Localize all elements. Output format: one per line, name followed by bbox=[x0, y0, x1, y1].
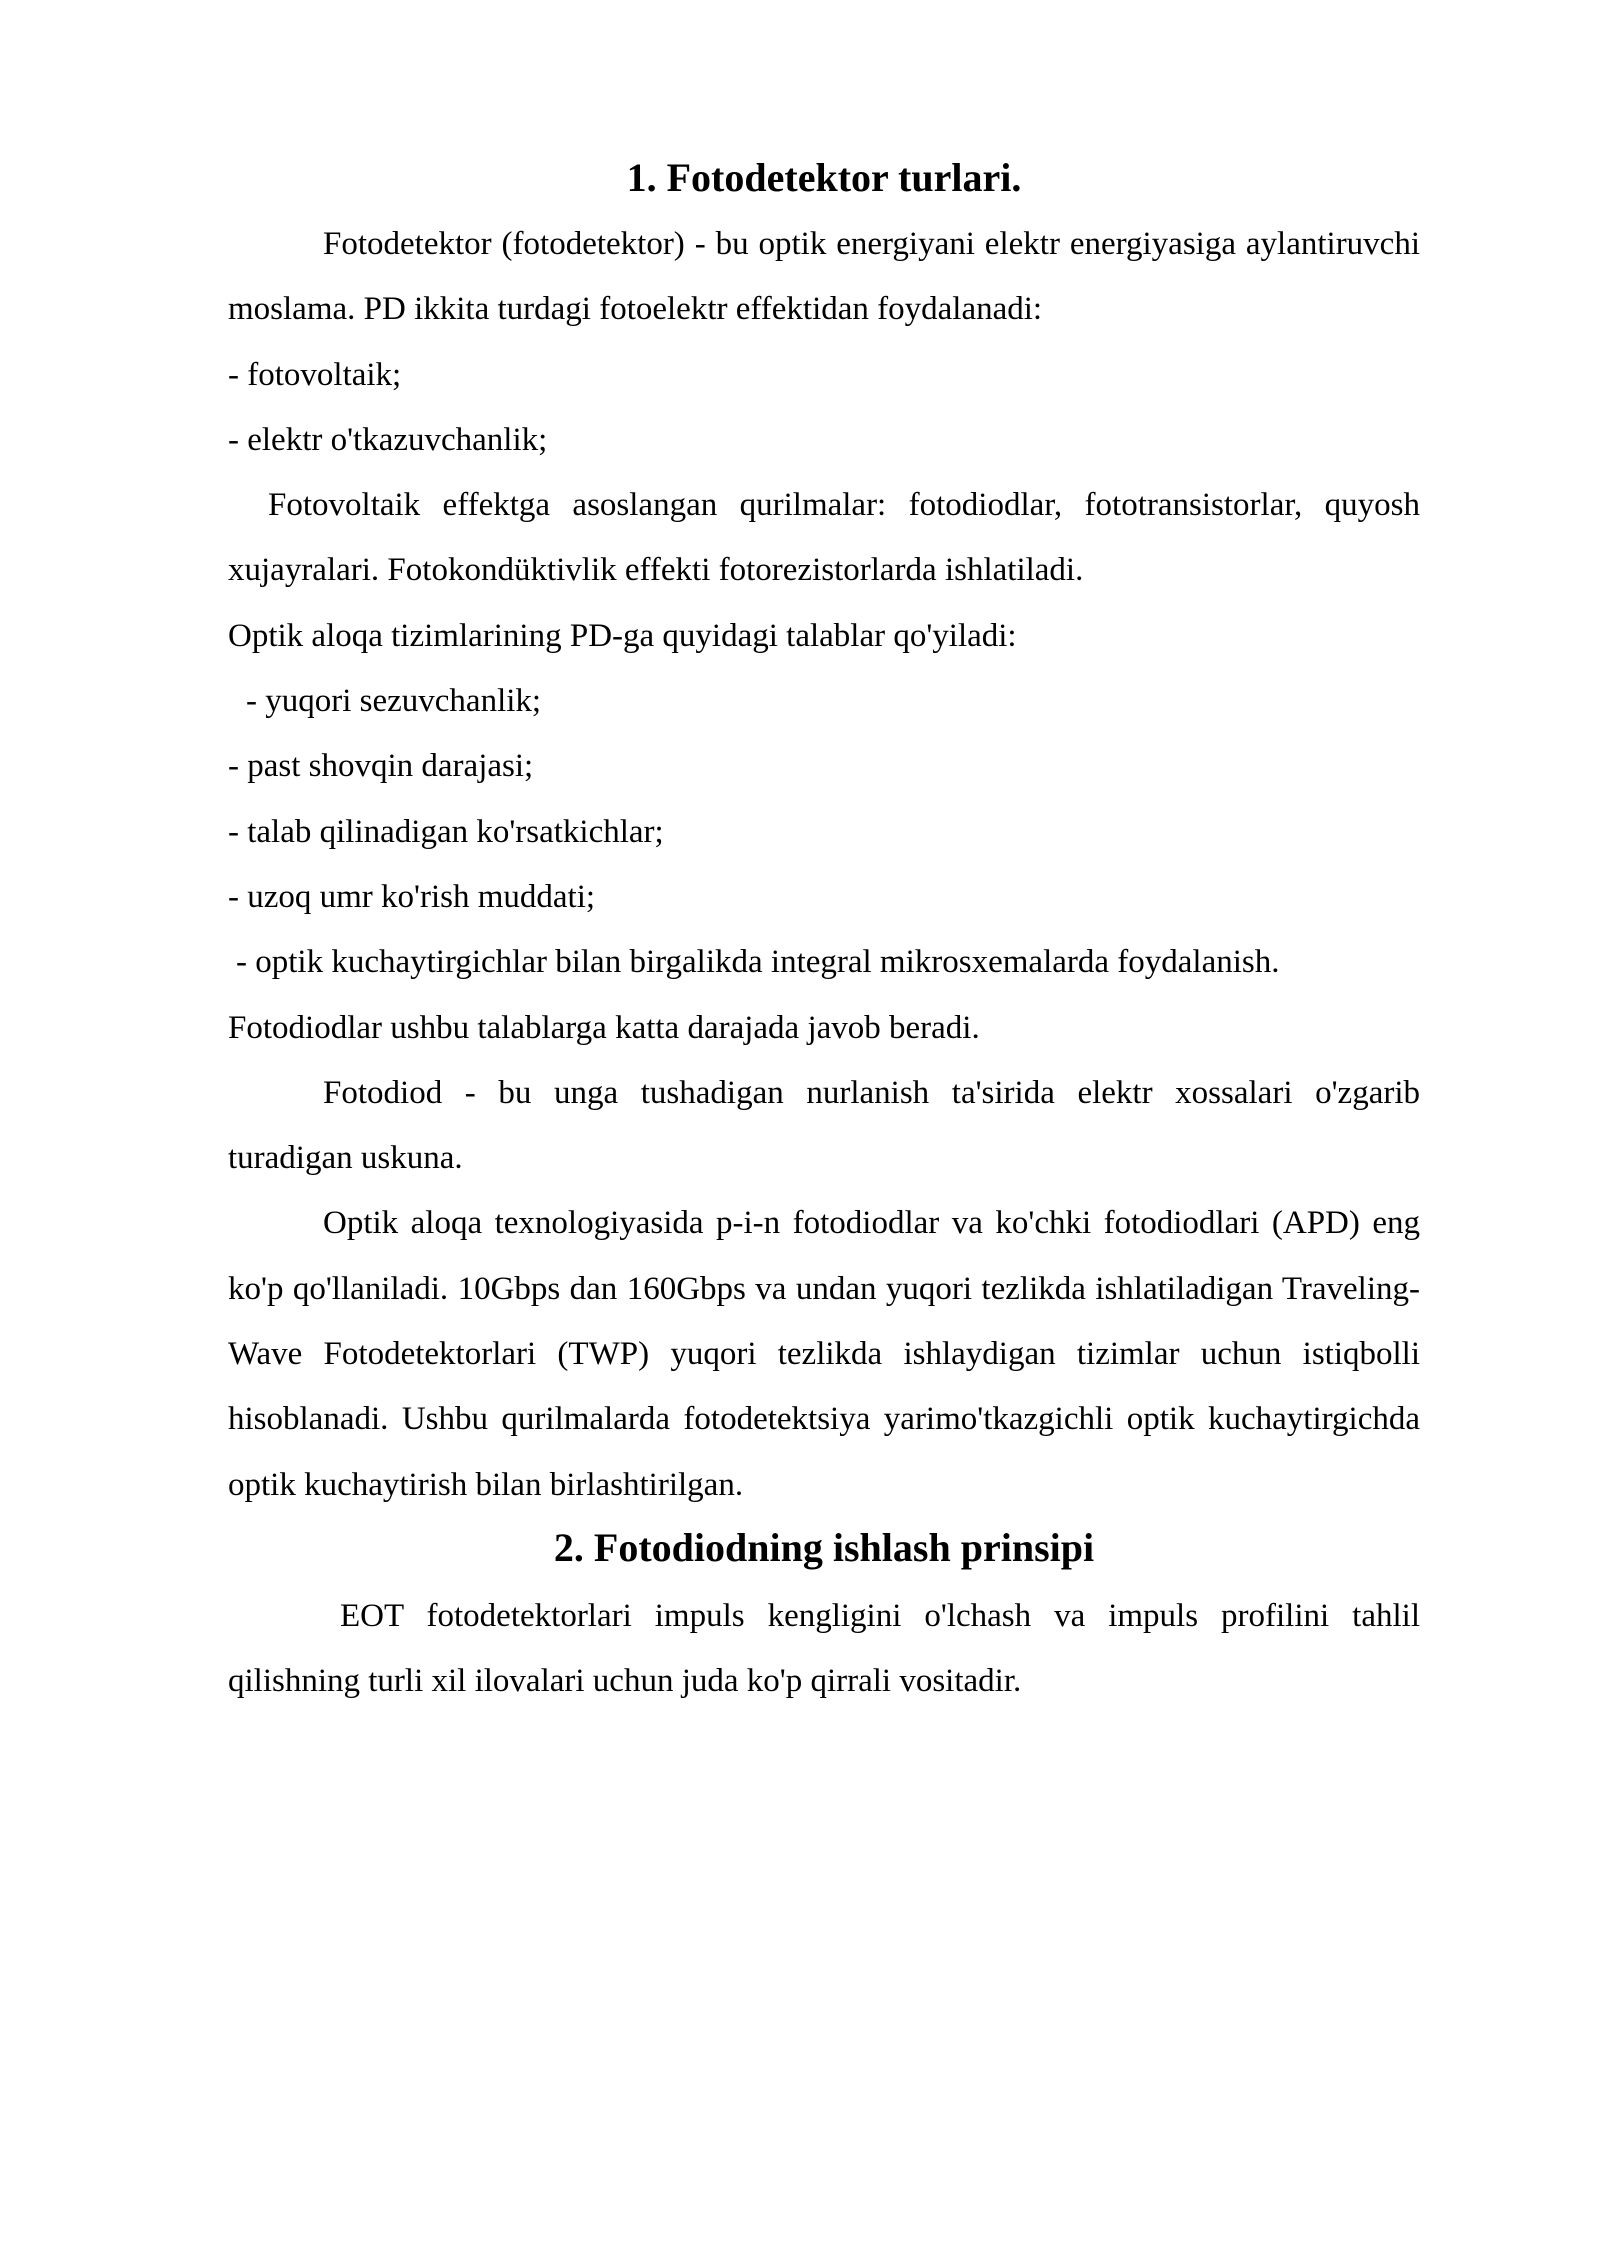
requirement-item: - past shovqin darajasi; bbox=[228, 748, 534, 785]
effect-list-item: - elektr o'tkazuvchanlik; bbox=[228, 421, 548, 458]
section-1-title: 1. Fotodetektor turlari. bbox=[626, 155, 1022, 200]
section-2-title: 2. Fotodiodning ishlash prinsipi bbox=[553, 1524, 1095, 1570]
requirement-item: - yuqori sezuvchanlik; bbox=[246, 683, 542, 720]
paragraph-devices: Fotovoltaik effektga asoslangan qurilmalar: fotodiodlar, fototransistorlar, quyosh xujayralari. Fotokondüktivlik effekti fotorezistorlarda ishlatiladi. bbox=[228, 487, 1420, 589]
requirements-intro: Optik aloqa tizimlarining PD-ga quyidagi talablar qo'yiladi: bbox=[228, 617, 1017, 654]
paragraph-intro: Fotodetektor (fotodetektor) - bu optik energiyani elektr energiyasiga aylantiruvchi moslama. PD ikkita turdagi fotoelektr effektidan foydalanadi: bbox=[228, 226, 1420, 328]
requirement-item: - uzoq umr ko'rish muddati; bbox=[228, 878, 596, 915]
paragraph-technology: Optik aloqa texnologiyasida p-i-n fotodiodlar va ko'chki fotodiodlari (APD) eng ko'p qo'llaniladi. 10Gbps dan 160Gbps va undan yuqori tezlikda ishlatiladigan Traveling-Wave Fotodetektorlari (TWP) yuqori tezlikda ishlaydigan tizimlar uchun istiqbolli hisoblanadi. Ushbu qurilmalarda fotodetektsiya yarimo'tkazgichli optik kuchaytirgichda optik kuchaytirish bilan birlashtirilgan. bbox=[228, 1205, 1420, 1503]
requirement-item: - talab qilinadigan ko'rsatkichlar; bbox=[228, 813, 664, 850]
paragraph-definition: Fotodiod - bu unga tushadigan nurlanish ta'sirida elektr xossalari o'zgarib turadigan uskuna. bbox=[228, 1074, 1420, 1177]
paragraph-eot: EOT fotodetektorlari impuls kengligini o'lchash va impuls profilini tahlil qilishning turli xil ilovalari uchun juda ko'p qirrali vositadir. bbox=[228, 1597, 1420, 1700]
requirement-item: - optik kuchaytirgichlar bilan birgalikda integral mikrosxemalarda foydalanish. bbox=[236, 944, 1280, 981]
requirements-conclusion: Fotodiodlar ushbu talablarga katta darajada javob beradi. bbox=[228, 1009, 980, 1046]
document-page bbox=[228, 150, 1420, 1715]
effect-list-item: - fotovoltaik; bbox=[228, 356, 402, 393]
